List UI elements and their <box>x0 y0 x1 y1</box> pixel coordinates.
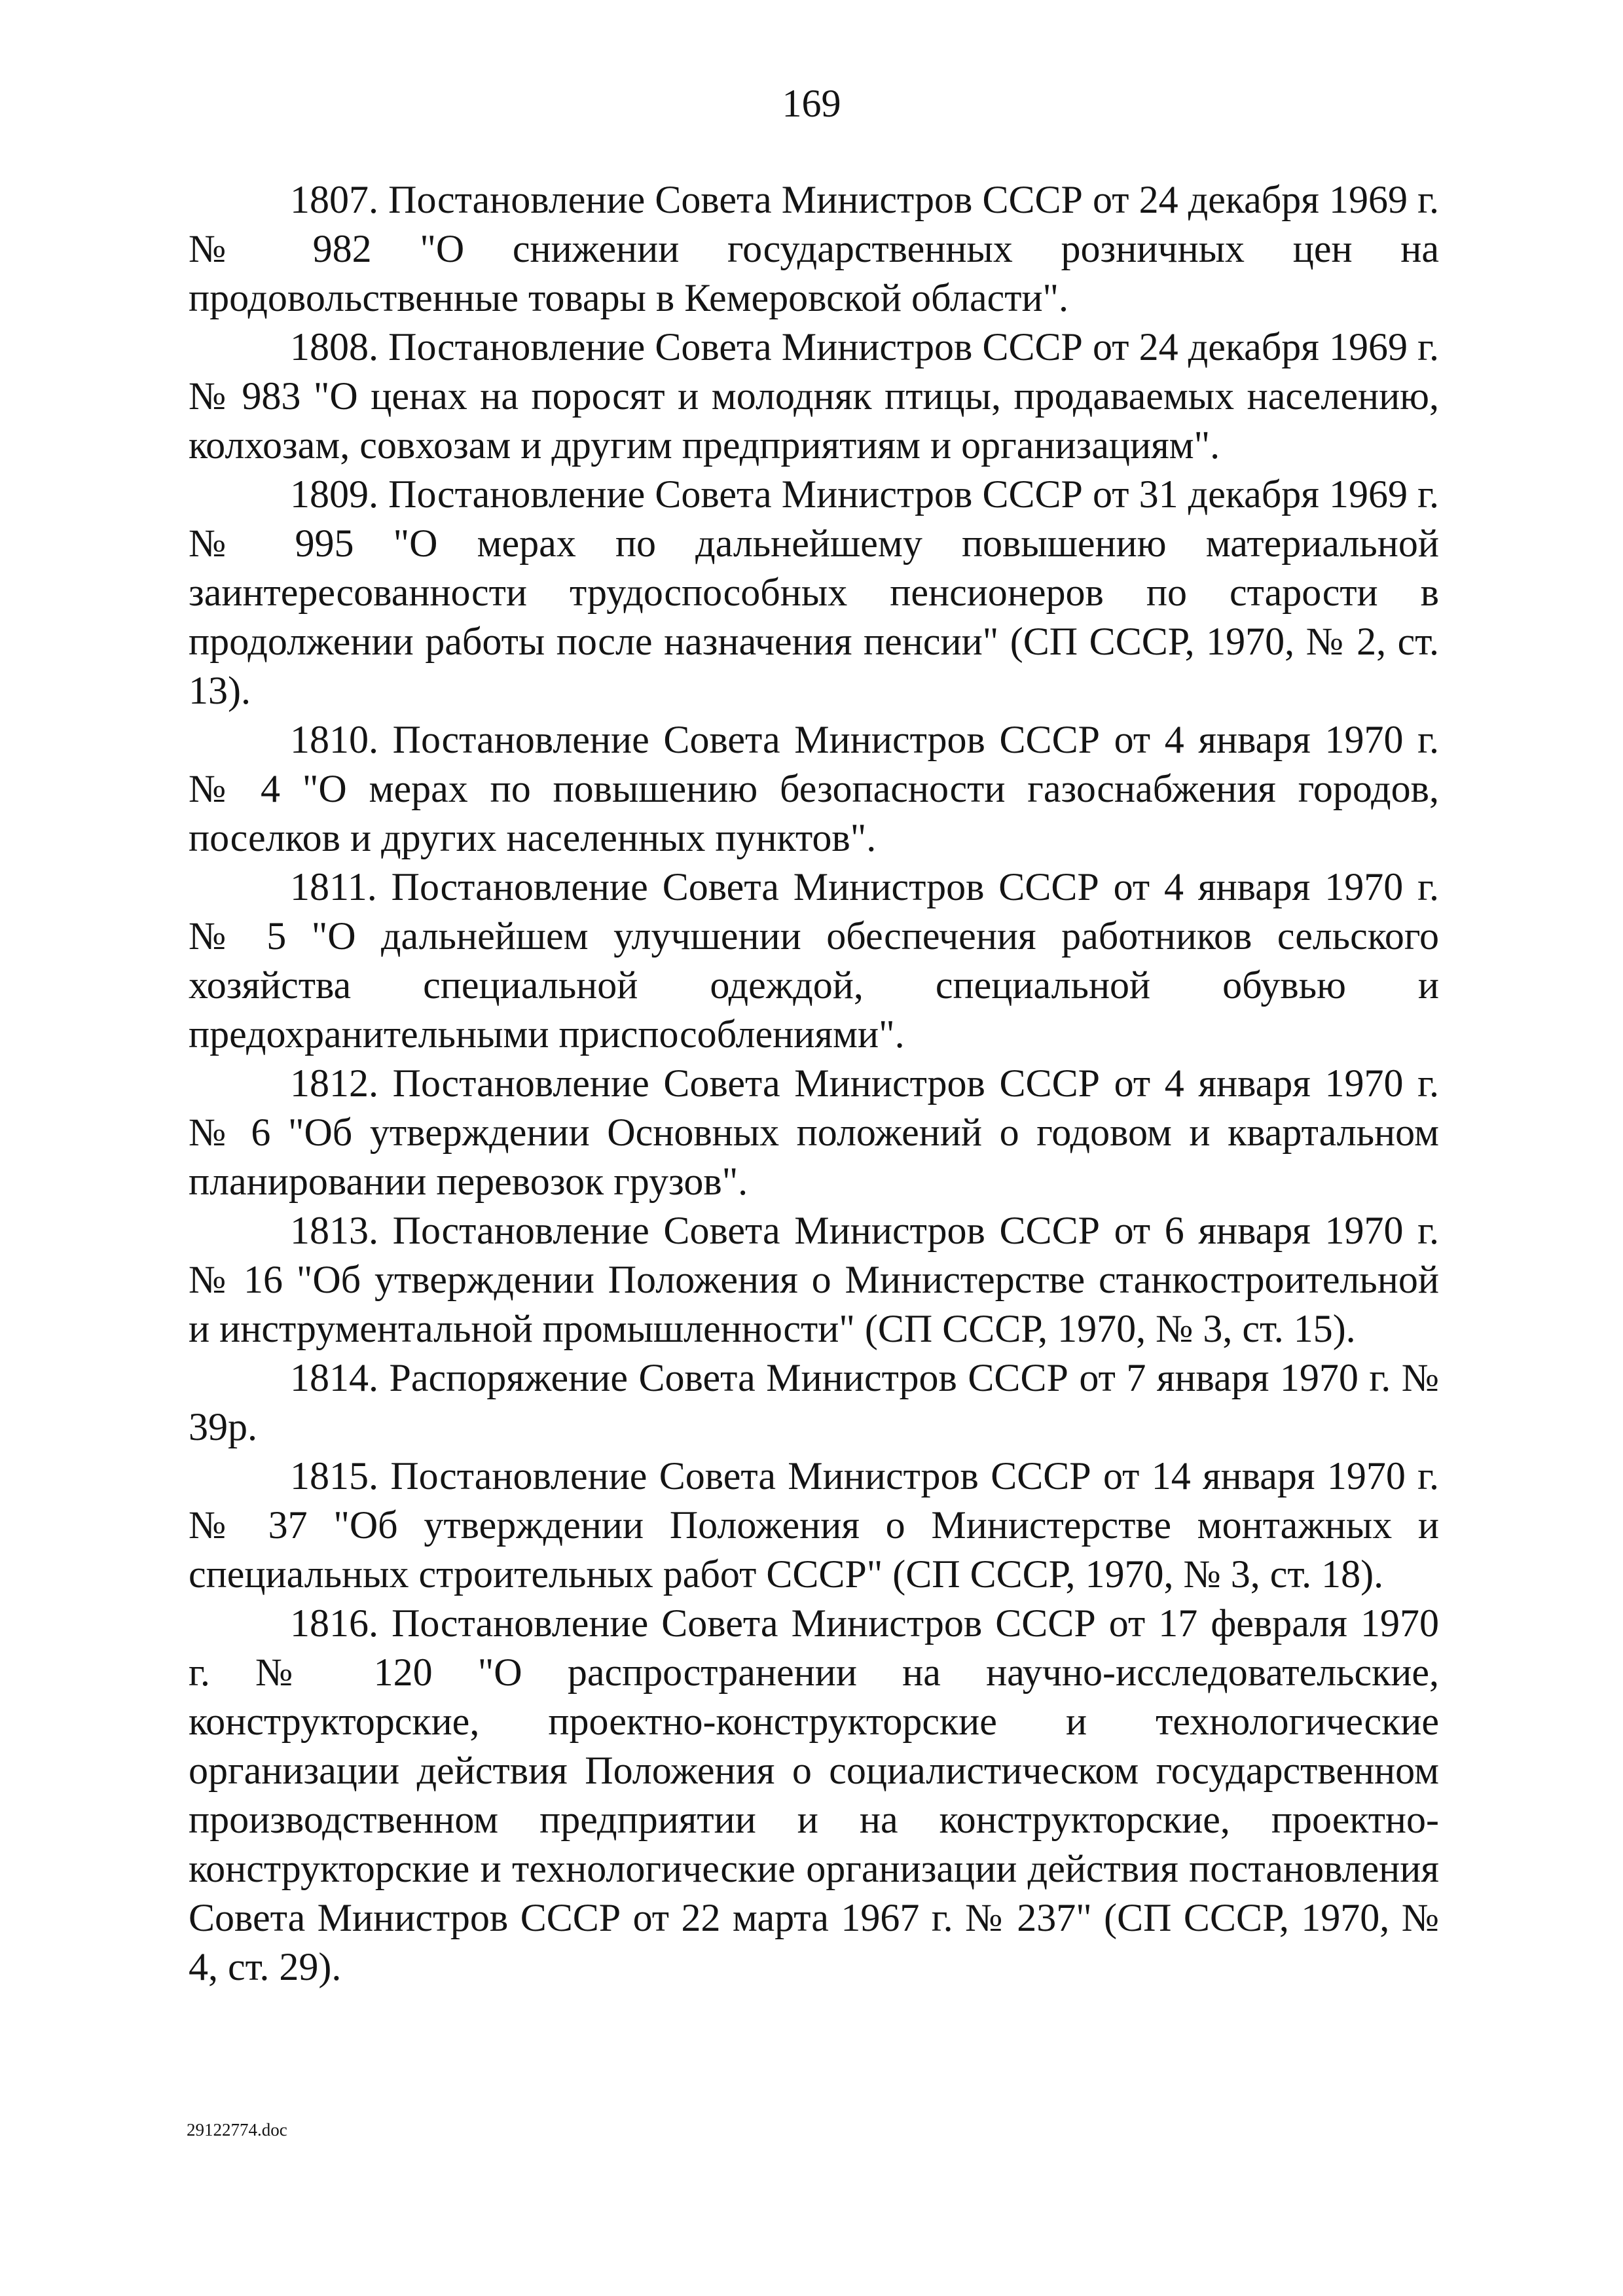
page-number: 169 <box>782 82 841 125</box>
entry-1812: 1812. Постановление Совета Министров СССР от 4 января 1970 г. № 6 "Об утверждении Основных положений о годовом и квартальном планировании перевозок грузов". <box>189 1062 1439 1203</box>
entry-1808: 1808. Постановление Совета Министров СССР от 24 декабря 1969 г. № 983 "О ценах на поросят и молодняк птицы, продаваемых населению, колхозам, совхозам и другим предприятиям и организациям". <box>189 325 1439 467</box>
entry-1811: 1811. Постановление Совета Министров СССР от 4 января 1970 г. № 5 "О дальнейшем улучшении обеспечения работников сельского хозяйства специальной одеждой, специальной обувью и предохранительными приспособлениями". <box>189 865 1439 1056</box>
entry-1815: 1815. Постановление Совета Министров СССР от 14 января 1970 г. № 37 "Об утверждении Положения о Министерстве монтажных и специальных строительных работ СССР" (СП СССР, 1970, № 3, ст. 18). <box>189 1454 1439 1596</box>
entry-1807: 1807. Постановление Совета Министров СССР от 24 декабря 1969 г. № 982 "О снижении государственных розничных цен на продовольственные товары в Кемеровской области". <box>189 178 1439 319</box>
entry-1809: 1809. Постановление Совета Министров СССР от 31 декабря 1969 г. № 995 "О мерах по дальнейшему повышению материальной заинтересованности трудоспособных пенсионеров по старости в продолжении работы после назначения пенсии" (СП СССР, 1970, № 2, ст. 13). <box>189 473 1439 712</box>
entry-1813: 1813. Постановление Совета Министров СССР от 6 января 1970 г. № 16 "Об утверждении Положения о Министерстве станкостроительной и инструментальной промышленности" (СП СССР, 1970, № 3, ст. 15). <box>189 1209 1439 1350</box>
footer-doc-id: 29122774.doc <box>187 2120 287 2140</box>
entry-1810: 1810. Постановление Совета Министров СССР от 4 января 1970 г. № 4 "О мерах по повышению безопасности газоснабжения городов, поселков и других населенных пунктов". <box>189 718 1439 859</box>
entry-1814: 1814. Распоряжение Совета Министров СССР от 7 января 1970 г. № 39р. <box>189 1356 1439 1448</box>
entries-list <box>189 175 1439 1992</box>
entry-1816: 1816. Постановление Совета Министров СССР от 17 февраля 1970 г. № 120 "О распространении на научно-исследовательские, конструкторские, проектно-конструкторские и технологические организации действия Положения о социалистическом государственном производственном предприятии и на конструкторские, проектно-конструкторские и технологические организации действия постановления Совета Министров СССР от 22 марта 1967 г. № 237" (СП СССР, 1970, № 4, ст. 29). <box>189 1602 1439 1988</box>
